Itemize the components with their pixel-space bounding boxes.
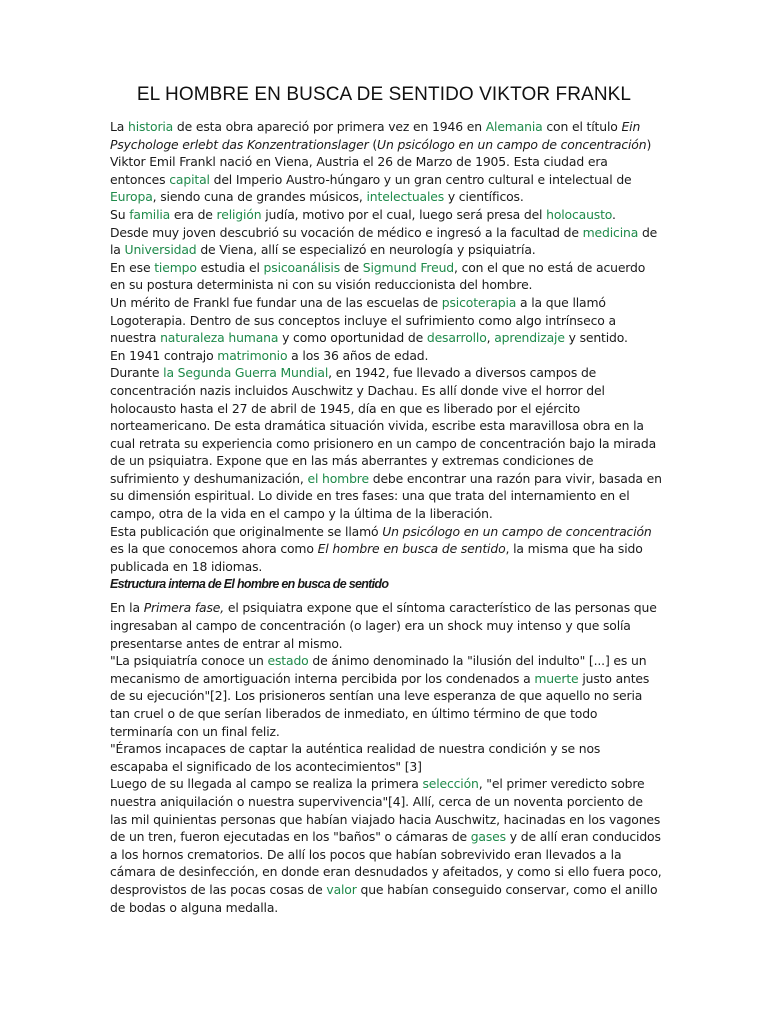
text-run: y como oportunidad de: [278, 330, 427, 346]
text-run: Un mérito de Frankl fue fundar una de las escuelas de: [110, 294, 442, 310]
inline-link[interactable]: Europa: [110, 189, 153, 205]
text-run: que habían conseguido conservar, como el anillo de bodas o alguna medalla.: [110, 881, 658, 915]
paragraph: [110, 523, 662, 576]
text-run: de ánimo denominado la "ilusión del indulto" [...] es un mecanismo de amortiguación interna percibida por los condenados a: [110, 653, 647, 686]
paragraph: [110, 206, 662, 224]
inline-link[interactable]: la Segunda Guerra Mundial: [163, 365, 329, 381]
paragraph: [110, 364, 662, 522]
text-run: Esta publicación que originalmente se llamó: [110, 523, 383, 539]
inline-link[interactable]: matrimonio: [217, 347, 288, 363]
italic-text: Ein Psychologe erlebt das Konzentrationslager: [110, 119, 641, 152]
text-run: (: [368, 136, 378, 152]
text-run: Luego de su llegada al campo se realiza la primera: [110, 776, 423, 792]
inline-link[interactable]: holocausto: [546, 206, 613, 222]
inline-link[interactable]: desarrollo: [426, 330, 487, 346]
inline-link[interactable]: historia: [128, 119, 174, 134]
text-run: , la misma que ha sido publicada en 18 idiomas.: [110, 541, 643, 574]
inline-link[interactable]: valor: [326, 881, 357, 897]
paragraph: [110, 224, 662, 259]
document-title: EL HOMBRE EN BUSCA DE SENTIDO VIKTOR FRANKL: [136, 84, 632, 105]
paragraph: [110, 259, 662, 294]
text-run: En 1941 contrajo: [110, 347, 218, 363]
text-run: ): [646, 136, 652, 152]
text-run: de: [340, 259, 363, 275]
inline-link[interactable]: Universidad: [124, 242, 197, 258]
paragraph: [110, 118, 662, 153]
text-run: con el título: [542, 119, 622, 134]
italic-text: Un psicólogo en un campo de concentración: [382, 523, 652, 539]
text-run: , siendo cuna de grandes músicos,: [152, 189, 367, 205]
text-run: de esta obra apareció por primera vez en 1946 en: [173, 119, 486, 134]
inline-link[interactable]: aprendizaje: [494, 330, 565, 346]
inline-link[interactable]: capital: [169, 171, 210, 187]
italic-text: Un psicólogo en un campo de concentración: [377, 136, 647, 152]
text-run: debe encontrar una razón para vivir, basada en su dimensión espiritual. Lo divide en tres fases: una que trata del internamiento en el campo, otra de la vida en el campo y la última de la liberación.: [110, 470, 662, 522]
text-run: a los 36 años de edad.: [287, 347, 429, 363]
text-run: justo antes de su ejecución"[2]. Los prisioneros sentían una leve esperanza de que aquello no seria tan cruel o de que serían liberados de inmediato, en último término de que todo terminaría con un final feliz.: [110, 670, 650, 739]
inline-link[interactable]: medicina: [582, 224, 639, 240]
text-run: En ese: [110, 259, 155, 275]
text-run: y sentido.: [564, 330, 628, 346]
text-run: Desde muy joven descubrió su vocación de médico e ingresó a la facultad de: [110, 224, 583, 240]
text-run: Durante: [110, 365, 164, 381]
inline-link[interactable]: religión: [216, 206, 262, 222]
text-run: , "el primer veredicto sobre nuestra aniquilación o nuestra supervivencia"[4]. Allí, cerca de un noventa porciento de las mil quinientas personas que habían viajado hacia Auschwitz, hacinadas en los vagones de un tren, fueron ejecutadas en los "baños" o cámaras de: [110, 776, 661, 845]
inline-link[interactable]: psicoterapia: [441, 294, 517, 310]
inline-link[interactable]: gases: [470, 829, 506, 845]
text-run: "Éramos incapaces de captar la auténtica realidad de nuestra condición y se nos escapaba el significado de los acontecimientos" [3]: [110, 741, 601, 774]
text-run: .: [612, 206, 616, 222]
paragraph: [110, 652, 662, 740]
document-body: [110, 118, 662, 916]
inline-link[interactable]: intelectuales: [366, 189, 445, 205]
paragraph: [110, 599, 662, 652]
inline-link[interactable]: psicoanálisis: [263, 259, 341, 275]
text-run: es la que conocemos ahora como: [110, 541, 318, 557]
paragraph: [110, 294, 662, 347]
text-run: de la: [110, 224, 658, 258]
text-run: y científicos.: [444, 189, 524, 205]
text-run: , en 1942, fue llevado a diversos campos de concentración nazis incluidos Auschwitz y Dachau. Es allí donde vive el horror del holocausto hasta el 27 de abril de 1945, día en que es liberado por el ejército norteamericano. De esta dramática situación vivida, escribe esta maravillosa obra en la cual retrata su experiencia como prisionero en un campo de concentración bajo la mirada de un psiquiatra. Expone que en las más aberrantes y extremas condiciones de sufrimiento y deshumanización,: [110, 365, 657, 486]
italic-text: Primera fase,: [143, 600, 225, 616]
text-run: y de allí eran conducidos a los hornos crematorios. De allí los pocos que habían sobrevivido eran llevados a la cámara de desinfección, en donde eran desnudados y afeitados, y como si ello fuera poco, desprovistos de las pocas cosas de: [110, 829, 662, 897]
inline-link[interactable]: selección: [422, 776, 479, 792]
text-run: era de: [170, 206, 217, 222]
inline-link[interactable]: muerte: [534, 670, 579, 686]
text-run: estudia el: [196, 259, 264, 275]
inline-link[interactable]: Alemania: [485, 119, 543, 134]
inline-link[interactable]: naturaleza humana: [160, 330, 279, 346]
inline-link[interactable]: Sigmund Freud: [362, 259, 454, 275]
inline-link[interactable]: familia: [129, 206, 171, 222]
text-run: a la que llamó Logoterapia. Dentro de sus conceptos incluye el sufrimiento como algo intrínseco a nuestra: [110, 294, 616, 346]
text-run: Viktor Emil Frankl nació en Viena, Austria el 26 de Marzo de 1905. Esta ciudad era entonces: [110, 154, 608, 187]
text-run: En la: [110, 600, 144, 616]
italic-text: El hombre en busca de sentido: [317, 541, 506, 557]
inline-link[interactable]: estado: [267, 653, 309, 669]
text-run: ,: [486, 330, 495, 346]
text-run: de Viena, allí se especializó en neurología y psiquiatría.: [196, 242, 536, 258]
inline-link[interactable]: tiempo: [154, 259, 197, 275]
text-run: "La psiquiatría conoce un: [110, 653, 268, 669]
paragraph: [110, 740, 662, 775]
text-run: La: [110, 119, 128, 134]
paragraph: [110, 153, 662, 206]
text-run: judía, motivo por el cual, luego será presa del: [261, 206, 547, 222]
text-run: Su: [110, 206, 130, 222]
inline-link[interactable]: el hombre: [307, 470, 369, 486]
paragraph: [110, 775, 662, 916]
paragraph: [110, 347, 662, 365]
section-heading: Estructura interna de El hombre en busca de sentido: [110, 577, 389, 592]
text-run: , con el que no está de acuerdo en su postura determinista ni con su visión reduccionista del hombre.: [110, 259, 646, 293]
text-run: el psiquiatra expone que el síntoma característico de las personas que ingresaban al campo de concentración (o lager) era un shock muy intenso y que solía presentarse antes de entrar al mismo.: [110, 600, 657, 651]
text-run: del Imperio Austro-húngaro y un gran centro cultural e intelectual de: [209, 171, 632, 187]
